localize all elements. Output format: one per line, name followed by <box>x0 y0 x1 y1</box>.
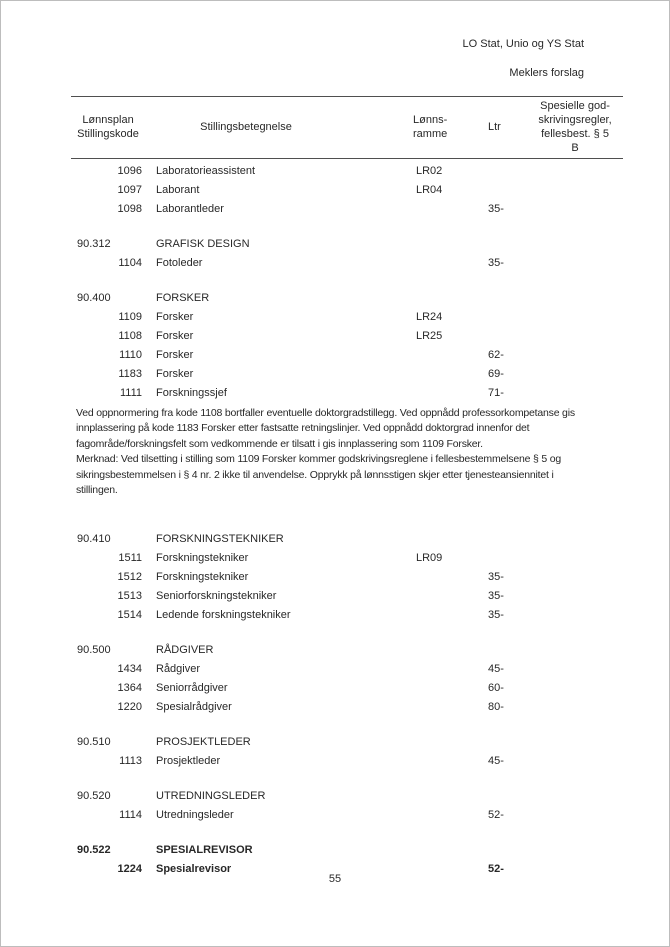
ltr-cell <box>485 289 537 308</box>
stillingskode-cell: 1511 <box>118 552 142 565</box>
lonnsramme-cell <box>413 365 485 384</box>
ltr-cell: 45- <box>488 755 504 768</box>
lonnsramme-cell <box>413 606 485 625</box>
group-header-row <box>71 289 623 308</box>
note-line: sikringsbestemmelsen i § 4 nr. 2 ikke til anvendelse. Opprykk på lønnsstigen skjer etter tjenesteansiennitet i <box>76 468 554 481</box>
ltr-cell <box>485 841 537 860</box>
ltr-cell: 45- <box>488 663 504 676</box>
stillingskode-cell: 1096 <box>117 165 142 177</box>
group-name: FORSKER <box>156 292 210 304</box>
ltr-cell <box>485 530 537 549</box>
table-row <box>71 327 623 346</box>
spesielle-cell <box>537 365 623 384</box>
ltr-cell: 71- <box>488 387 504 399</box>
lonnsplan-code: 90.410 <box>77 533 111 546</box>
lonnsplan-cell <box>71 587 113 606</box>
stillingskode-cell: 1220 <box>117 701 142 714</box>
group-header-row <box>71 530 623 549</box>
lonnsramme-cell: LR09 <box>416 552 443 565</box>
ltr-cell: 80- <box>488 701 504 714</box>
ltr-cell: 35- <box>488 257 504 269</box>
stillingskode-cell <box>113 787 145 806</box>
spesielle-cell <box>537 289 623 308</box>
note-paragraph <box>76 406 623 498</box>
table-row <box>71 200 623 219</box>
table-row <box>71 806 623 825</box>
group-header-row <box>71 641 623 660</box>
stillingskode-cell: 1098 <box>117 203 142 215</box>
lonnsplan-cell <box>71 679 113 698</box>
lonnsramme-cell <box>413 787 485 806</box>
spesielle-cell <box>537 641 623 660</box>
stillingskode-cell: 1108 <box>118 330 142 342</box>
lonnsramme-cell <box>413 289 485 308</box>
lonnsramme-cell: LR02 <box>416 165 443 177</box>
lonnsramme-cell <box>413 568 485 587</box>
ltr-cell <box>485 549 537 568</box>
lonnsramme-cell <box>413 254 485 273</box>
table-row <box>71 660 623 679</box>
note-line: innplassering på kode 1183 Forsker etter fastsatte retningslinjer. Ved oppnådd doktorgrad innenfor det <box>76 422 530 435</box>
ltr-cell: 60- <box>488 682 504 695</box>
lonnsplan-cell <box>71 660 113 679</box>
table-row <box>71 181 623 200</box>
spesielle-cell <box>537 346 623 365</box>
lonnsplan-code: 90.522 <box>77 844 111 857</box>
lonnsramme-cell <box>413 235 485 254</box>
ltr-cell: 35- <box>488 571 504 584</box>
stillingsbetegnelse-cell: Forsker <box>156 330 194 342</box>
note-line: stillingen. <box>76 484 118 497</box>
table-row <box>71 308 623 327</box>
stillingskode-cell <box>113 841 145 860</box>
lonnsplan-cell <box>71 549 113 568</box>
table-body <box>71 162 623 879</box>
lonnsramme-cell <box>413 733 485 752</box>
stillingsbetegnelse-cell: Forskningstekniker <box>156 552 249 565</box>
spesielle-cell <box>537 698 623 717</box>
stillingskode-cell: 1114 <box>119 809 142 822</box>
spesielle-cell <box>537 200 623 219</box>
lonnsplan-code: 90.312 <box>77 238 111 250</box>
table-row <box>71 365 623 384</box>
spesielle-cell <box>537 733 623 752</box>
stillingskode-cell: 1364 <box>117 682 142 695</box>
spesielle-cell <box>537 549 623 568</box>
column-header-spesielle-regler: Spesielle god- skrivingsregler, fellesbest. § 5 B <box>538 100 612 154</box>
table-row <box>71 698 623 717</box>
stillingsbetegnelse-cell: Forskningssjef <box>156 387 227 399</box>
spesielle-cell <box>537 752 623 771</box>
stillingsbetegnelse-cell: Laborant <box>156 184 200 196</box>
group-name: FORSKNINGSTEKNIKER <box>156 533 284 546</box>
stillingsbetegnelse-cell: Laborantleder <box>156 203 224 215</box>
lonnsplan-cell <box>71 365 113 384</box>
ltr-cell <box>485 641 537 660</box>
lonnsramme-cell <box>413 530 485 549</box>
lonnsplan-cell <box>71 200 113 219</box>
lonnsplan-cell <box>71 308 113 327</box>
stillingskode-cell: 1434 <box>117 663 142 676</box>
spesielle-cell <box>537 530 623 549</box>
lonnsramme-cell <box>413 384 485 403</box>
stillingsbetegnelse-cell: Spesialrådgiver <box>156 701 232 714</box>
ltr-cell: 62- <box>488 349 504 361</box>
page-number: 55 <box>328 873 342 885</box>
lonnsplan-cell <box>71 568 113 587</box>
ltr-cell <box>485 162 537 181</box>
table-row <box>71 752 623 771</box>
ltr-cell: 52- <box>488 809 504 822</box>
column-header-lonnsplan: Lønnsplan <box>82 114 134 126</box>
stillingskode-cell <box>113 289 145 308</box>
ltr-cell <box>485 733 537 752</box>
lonnsramme-cell <box>413 346 485 365</box>
spesielle-cell <box>537 235 623 254</box>
ltr-cell <box>485 787 537 806</box>
lonnsramme-cell: LR24 <box>416 311 443 323</box>
stillingskode-cell: 1113 <box>119 755 142 768</box>
stillingsbetegnelse-cell: Forskningstekniker <box>156 571 249 584</box>
ltr-cell <box>485 181 537 200</box>
spesielle-cell <box>537 679 623 698</box>
stillingskode-cell: 1183 <box>118 368 142 380</box>
column-header-lonnsplan-stillingskode <box>71 113 145 141</box>
stillingskode-cell: 1104 <box>118 257 142 269</box>
header-party-line: LO Stat, Unio og YS Stat <box>462 38 584 50</box>
ltr-cell: 69- <box>488 368 504 380</box>
spesielle-cell <box>537 841 623 860</box>
spesielle-cell <box>537 787 623 806</box>
stillingsbetegnelse-cell: Seniorrådgiver <box>156 682 228 695</box>
stillingskode-cell <box>113 235 145 254</box>
group-header-row <box>71 841 623 860</box>
table-row <box>71 346 623 365</box>
stillingskode-cell <box>113 530 145 549</box>
note-line: Ved oppnormering fra kode 1108 bortfaller eventuelle doktorgradstillegg. Ved oppnådd professorkompetanse gis <box>76 407 575 419</box>
lonnsramme-cell <box>413 641 485 660</box>
spesielle-cell <box>537 806 623 825</box>
stillingskode-cell <box>113 641 145 660</box>
spesielle-cell <box>537 181 623 200</box>
lonnsplan-code: 90.510 <box>77 736 111 749</box>
lonnsplan-cell <box>71 346 113 365</box>
note-line: Merknad: Ved tilsetting i stilling som 1109 Forsker kommer godskrivingsreglene i fellesbestemmelsene § 5 og <box>76 453 561 466</box>
ltr-cell <box>485 327 537 346</box>
stillingskode-cell: 1512 <box>117 571 142 584</box>
spesielle-cell <box>537 660 623 679</box>
note-line: fagområde/forskningsfelt som vedkommende er tilsatt i gis innplassering som 1109 Forsker. <box>76 437 483 450</box>
stillingskode-cell: 1109 <box>118 311 142 323</box>
stillingskode-cell: 1514 <box>117 609 142 622</box>
spesielle-cell <box>537 587 623 606</box>
spesielle-cell <box>537 606 623 625</box>
spesielle-cell <box>537 162 623 181</box>
lonnsplan-cell <box>71 698 113 717</box>
lonnsramme-cell <box>413 679 485 698</box>
lonnsramme-cell <box>413 698 485 717</box>
table-row <box>71 254 623 273</box>
stillingsbetegnelse-cell: Fotoleder <box>156 257 203 269</box>
column-header-ltr: Ltr <box>488 121 501 133</box>
table-row <box>71 606 623 625</box>
lonnsplan-cell <box>71 327 113 346</box>
salary-table <box>71 96 623 879</box>
lonnsplan-code: 90.500 <box>77 644 111 657</box>
ltr-cell <box>485 235 537 254</box>
stillingskode-cell: 1513 <box>117 590 142 603</box>
lonnsramme-cell <box>413 806 485 825</box>
group-name: UTREDNINGSLEDER <box>156 790 266 803</box>
spesielle-cell <box>537 327 623 346</box>
stillingsbetegnelse-cell: Seniorforskningstekniker <box>156 590 277 603</box>
lonnsplan-cell <box>71 806 113 825</box>
group-name: GRAFISK DESIGN <box>156 238 250 250</box>
stillingsbetegnelse-cell: Ledende forskningstekniker <box>156 609 291 622</box>
table-header-row <box>71 96 623 159</box>
lonnsramme-cell <box>413 587 485 606</box>
stillingskode-cell: 1224 <box>117 863 142 876</box>
ltr-cell: 52- <box>488 863 504 876</box>
stillingskode-cell: 1110 <box>119 349 142 361</box>
lonnsplan-code: 90.520 <box>77 790 111 803</box>
lonnsramme-cell <box>413 660 485 679</box>
lonnsplan-code: 90.400 <box>77 292 111 304</box>
column-header-stillingsbetegnelse: Stillingsbetegnelse <box>200 121 292 133</box>
lonnsplan-cell <box>71 606 113 625</box>
ltr-cell <box>485 308 537 327</box>
ltr-cell: 35- <box>488 609 504 622</box>
stillingskode-cell: 1111 <box>119 387 142 399</box>
group-name: RÅDGIVER <box>156 644 214 657</box>
spesielle-cell <box>537 568 623 587</box>
spesielle-cell <box>537 254 623 273</box>
lonnsplan-cell <box>71 254 113 273</box>
lonnsramme-cell <box>413 841 485 860</box>
table-row <box>71 549 623 568</box>
lonnsramme-cell: LR04 <box>416 184 443 196</box>
table-row <box>71 679 623 698</box>
stillingsbetegnelse-cell: Prosjektleder <box>156 755 221 768</box>
header-proposal-line: Meklers forslag <box>509 67 584 79</box>
group-header-row <box>71 787 623 806</box>
lonnsramme-cell <box>413 752 485 771</box>
table-row <box>71 384 623 403</box>
spesielle-cell <box>537 308 623 327</box>
stillingsbetegnelse-cell: Spesialrevisor <box>156 863 232 876</box>
lonnsramme-cell: LR25 <box>416 330 443 342</box>
stillingsbetegnelse-cell: Forsker <box>156 368 194 380</box>
lonnsplan-cell <box>71 752 113 771</box>
stillingsbetegnelse-cell: Rådgiver <box>156 663 201 676</box>
group-header-row <box>71 235 623 254</box>
group-name: SPESIALREVISOR <box>156 844 253 857</box>
lonnsplan-cell <box>71 162 113 181</box>
stillingsbetegnelse-cell: Utredningsleder <box>156 809 234 822</box>
group-name: PROSJEKTLEDER <box>156 736 251 749</box>
stillingsbetegnelse-cell: Forsker <box>156 311 194 323</box>
stillingskode-cell <box>113 733 145 752</box>
column-header-stillingskode: Stillingskode <box>77 128 139 140</box>
stillingskode-cell: 1097 <box>117 184 142 196</box>
group-header-row <box>71 733 623 752</box>
document-header <box>463 38 584 79</box>
ltr-cell: 35- <box>488 590 504 603</box>
table-row <box>71 568 623 587</box>
lonnsplan-cell <box>71 384 113 403</box>
ltr-cell: 35- <box>488 203 504 215</box>
lonnsramme-cell <box>413 200 485 219</box>
table-row <box>71 587 623 606</box>
spesielle-cell <box>537 384 623 403</box>
stillingsbetegnelse-cell: Laboratorieassistent <box>156 165 256 177</box>
table-row <box>71 162 623 181</box>
stillingsbetegnelse-cell: Forsker <box>156 349 194 361</box>
lonnsplan-cell <box>71 181 113 200</box>
column-header-lonnsramme: Lønns- ramme <box>413 114 448 140</box>
